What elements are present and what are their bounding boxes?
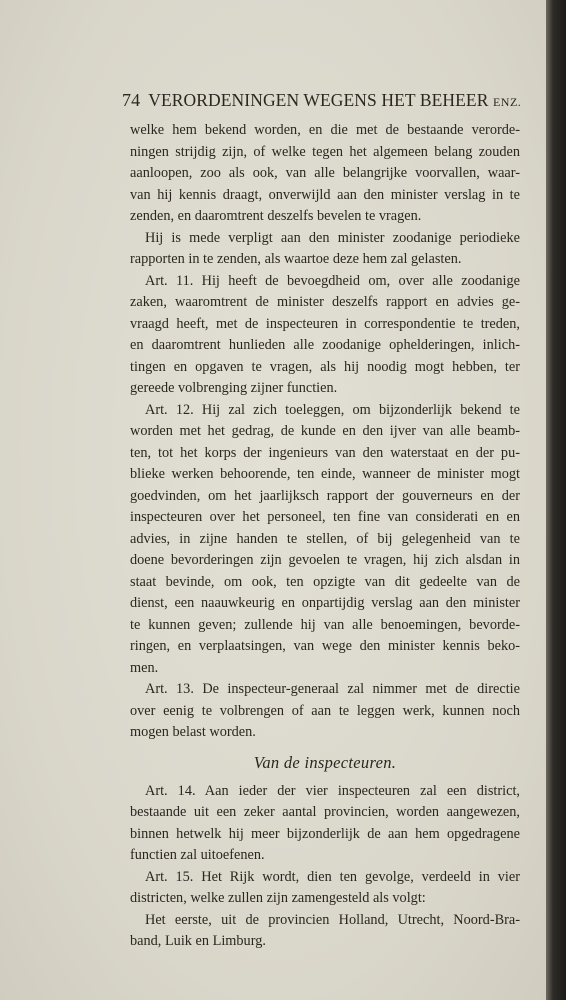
text-line: en daaromtrent hunlieden alle zoodanige ophelderingen, inlich- [130, 337, 520, 353]
text-line: ringen, en verplaatsingen, van wege den minister kennis beko- [130, 638, 520, 654]
text-line: men. [130, 659, 159, 676]
text-line: Art. 11. Hij heeft de bevoegdheid om, over alle zoodanige [145, 272, 520, 289]
text-line: ningen strijdig zijn, of welke tegen het algemeen belang zouden [130, 143, 520, 160]
text-line: band, Luik en Limburg. [130, 933, 266, 949]
text-line: zenden, en daaromtrent deszelfs bevelen te vragen. [130, 208, 422, 224]
text-line: te kunnen geven; zullende hij van alle benoemingen, bevorde- [130, 616, 520, 633]
text-line: rapporten in te zenden, als waartoe deze hem zal gelasten. [130, 251, 462, 267]
text-line: zaken, waaromtrent de minister deszelfs rapport en advies ge- [130, 294, 520, 310]
text-line: over eenig te volbrengen of aan te leggen werk, kunnen noch [130, 702, 520, 719]
text-line: bestaande uit een zeker aantal provincien, worden aangewezen, [130, 804, 520, 820]
text-line: goedvinden, om het jaarlijksch rapport der gouverneurs en der [130, 487, 520, 504]
text-line: Art. 12. Hij zal zich toeleggen, om bijzonderlijk bekend te [145, 401, 520, 418]
text-line: functien zal uitoefenen. [130, 847, 265, 863]
text-line: van hij kennis draagt, onverwijld aan den minister verslag in te [130, 186, 520, 203]
text-line: Art. 14. Aan ieder der vier inspecteuren zal een district, [145, 782, 520, 799]
text-line: tingen en opgaven te vragen, als hij noodig mogt hebben, ter [130, 358, 520, 375]
text-line: Hij is mede verpligt aan den minister zoodanige periodieke [145, 229, 520, 246]
text-line: Art. 13. De inspecteur-generaal zal nimmer met de directie [145, 681, 520, 697]
text-line: Art. 15. Het Rijk wordt, dien ten gevolge, verdeeld in vier [145, 868, 520, 885]
text-line: gereede volbrenging zijner functien. [130, 380, 338, 396]
running-header [122, 90, 522, 111]
text-line: dienst, een naauwkeurig en onpartijdig verslag aan den minister [130, 595, 520, 611]
page-number: 74 [122, 90, 141, 110]
text-line: aanloopen, zoo als ook, van alle belangrijke voorvallen, waar- [130, 165, 520, 181]
text-line: districten, welke zullen zijn zamengesteld als volgt: [130, 890, 426, 906]
header-title: VERORDENINGEN WEGENS HET BEHEER [148, 90, 489, 110]
body-text [130, 120, 520, 953]
text-line: vraagd heeft, met de inspecteuren in correspondentie te treden, [130, 315, 520, 332]
text-line: welke hem bekend worden, en die met de bestaande verorde- [130, 122, 520, 138]
text-line: inspecteuren over het personeel, ten fine van considerati en en [130, 509, 520, 525]
text-line: worden met het gedrag, de kunde en den ijver van alle beamb- [130, 423, 520, 439]
text-line: blieke werken behoorende, ten einde, wanneer de minister mogt [130, 466, 520, 482]
text-line: doene bevorderingen zijn gevoelen te vragen, hij zich alsdan in [130, 552, 520, 568]
section-subheading: Van de inspecteuren. [253, 752, 397, 772]
text-line: ten, tot het korps der ingenieurs van den waterstaat en der pu- [130, 444, 520, 461]
text-line: binnen hetwelk hij meer bijzonderlijk de aan hem opgedragene [130, 825, 520, 842]
text-line: mogen belast worden. [130, 724, 256, 740]
text-line: advies, in zijne handen te stellen, of bij gelegenheid van te [130, 530, 520, 547]
text-line: staat bevinde, om ook, ten opzigte van dit gedeelte van de [130, 573, 520, 590]
text-line: Het eerste, uit de provincien Holland, Utrecht, Noord-Bra- [145, 911, 520, 928]
binding-gutter [546, 0, 566, 1000]
header-suffix: ENZ. [492, 95, 522, 109]
